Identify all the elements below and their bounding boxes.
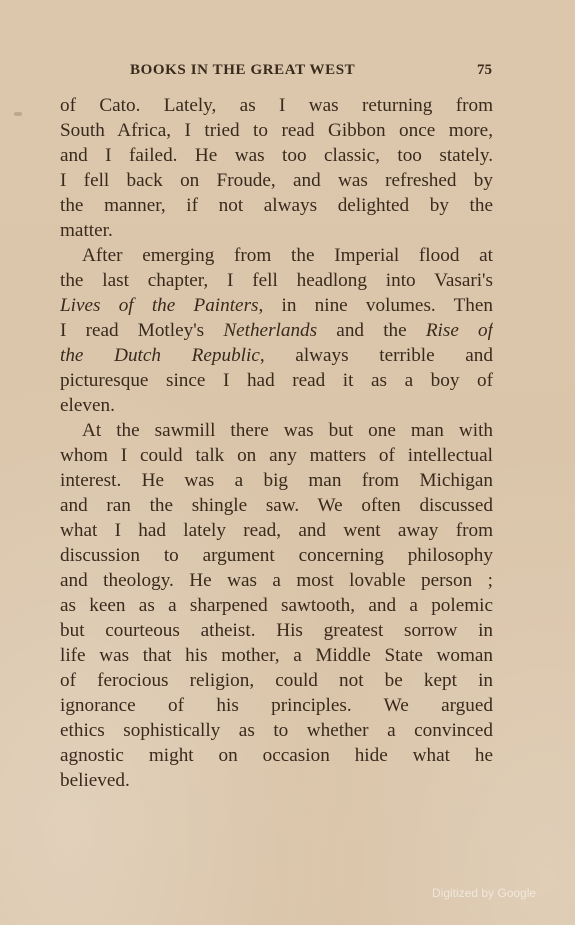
text-run: picturesque since I had read it as a boy of	[60, 370, 493, 391]
text-run: matter.	[60, 220, 113, 241]
text-line	[60, 568, 493, 593]
text-line	[60, 318, 493, 343]
text-run: I fell back on Froude, and was refreshed by	[60, 170, 493, 191]
running-head	[60, 62, 492, 86]
text-line	[60, 393, 493, 418]
text-line	[60, 168, 493, 193]
text-run: but courteous atheist. His greatest sorrow in	[60, 620, 493, 641]
text-line	[60, 118, 493, 143]
book-title: Netherlands	[223, 320, 318, 341]
text-line	[60, 668, 493, 693]
text-line	[60, 418, 493, 443]
text-run: After emerging from the Imperial flood at	[82, 245, 493, 266]
text-line	[60, 218, 493, 243]
text-line	[60, 593, 493, 618]
text-line	[60, 693, 493, 718]
text-line	[60, 368, 493, 393]
text-line	[60, 743, 493, 768]
text-line	[60, 343, 493, 368]
text-run: the last chapter, I fell headlong into Vasari's	[60, 270, 493, 291]
text-line	[60, 93, 493, 118]
text-run: of ferocious religion, could not be kept in	[60, 670, 493, 691]
text-line	[60, 618, 493, 643]
text-run: the manner, if not always delighted by the	[60, 195, 493, 216]
text-run: ignorance of his principles. We argued	[60, 695, 493, 716]
text-line	[60, 268, 493, 293]
text-line	[60, 518, 493, 543]
text-run: , always terrible and	[259, 345, 493, 366]
text-run: what I had lately read, and went away from	[60, 520, 493, 541]
text-line	[60, 468, 493, 493]
page-number: 75	[477, 62, 492, 78]
digitization-watermark: Digitized by Google	[432, 886, 537, 900]
text-line	[60, 443, 493, 468]
running-title: BOOKS IN THE GREAT WEST	[130, 62, 356, 78]
text-run: and I failed. He was too classic, too stately.	[60, 145, 493, 166]
text-line	[60, 543, 493, 568]
text-run: and ran the shingle saw. We often discussed	[60, 495, 493, 516]
text-run: At the sawmill there was but one man with	[82, 420, 493, 441]
text-run: life was that his mother, a Middle State woman	[60, 645, 493, 666]
text-line	[60, 493, 493, 518]
text-run: of Cato. Lately, as I was returning from	[60, 95, 493, 116]
book-title: the Dutch Republic	[60, 345, 260, 366]
text-line	[60, 293, 493, 318]
text-run: whom I could talk on any matters of intellectual	[60, 445, 493, 466]
text-line	[60, 643, 493, 668]
text-line	[60, 243, 493, 268]
text-line	[60, 193, 493, 218]
text-line	[60, 143, 493, 168]
text-run: discussion to argument concerning philosophy	[60, 545, 493, 566]
text-run: believed.	[60, 770, 130, 791]
text-run: and theology. He was a most lovable person ;	[60, 570, 493, 591]
book-title: Rise of	[425, 320, 493, 341]
body-text	[60, 93, 493, 793]
text-run: , in nine volumes. Then	[258, 295, 493, 316]
text-run: agnostic might on occasion hide what he	[60, 745, 493, 766]
text-run: ethics sophistically as to whether a convinced	[60, 720, 493, 741]
text-run: interest. He was a big man from Michigan	[60, 470, 493, 491]
text-run: I read Motley's	[60, 320, 224, 341]
text-run: as keen as a sharpened sawtooth, and a polemic	[60, 595, 493, 616]
book-title: Lives of the Painters	[60, 295, 259, 316]
text-run: and the	[317, 320, 426, 341]
text-run: eleven.	[60, 395, 115, 416]
text-line	[60, 718, 493, 743]
paper-speck	[14, 112, 22, 116]
text-run: South Africa, I tried to read Gibbon once more,	[60, 120, 493, 141]
text-line	[60, 768, 493, 793]
